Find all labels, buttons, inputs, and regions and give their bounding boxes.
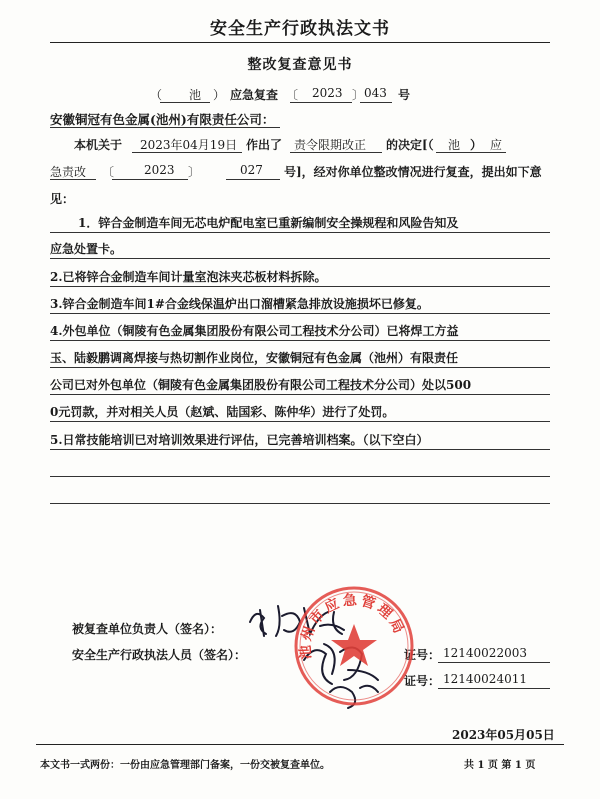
number-suffix: 号 — [398, 88, 411, 102]
issue-date: 2023年05月05日 — [452, 728, 555, 742]
intro-text-1: 本机关于 — [74, 138, 123, 152]
cert2-underline — [438, 688, 550, 689]
cert1-number: 12140022003 — [443, 646, 527, 660]
header-title: 安全生产行政执法文书 — [210, 19, 390, 39]
intro-action: 责令限期改正 — [294, 138, 367, 152]
reviewed-unit-label: 被复查单位负责人（签名）： — [72, 622, 223, 636]
cert2-label: 证号： — [404, 674, 441, 688]
intro-year-close: 〕 — [188, 165, 201, 179]
intro-date: 2023年04月19日 — [140, 138, 238, 152]
item-rule — [50, 449, 550, 450]
item-3-line-1: 3.锌合金制造车间1#合金线保温炉出口溜槽紧急排放设施损坏已修复。 — [50, 297, 429, 311]
item-5-line-1: 5.日常技能培训已对培训效果进行评估，已完善培训档案。（以下空白） — [50, 433, 429, 447]
recipient: 安徽铜冠有色金属(池州)有限责任公司： — [50, 112, 275, 127]
cert2-number: 12140024011 — [443, 672, 527, 686]
footer-rule — [36, 744, 564, 745]
intro-year: 2023 — [144, 163, 175, 177]
number-type: 应急复查 — [230, 88, 279, 102]
number-serial: 043 — [364, 86, 387, 100]
item-1-line-2: 应急处置卡。 — [50, 242, 123, 256]
blank-rule — [50, 503, 550, 504]
number-prefix-close: ） — [213, 88, 226, 102]
page-info: 共 1 页 第 1 页 — [464, 760, 536, 771]
item-rule — [50, 258, 550, 259]
item-rule — [50, 286, 550, 287]
item-rule — [50, 313, 550, 314]
item-4-line-2: 玉、陆毅鹏调离焊接与热切割作业岗位，安徽铜冠有色金属（池州）有限责任 — [50, 351, 459, 365]
intro-region: 池 — [448, 138, 461, 152]
number-region-underline — [160, 102, 210, 103]
number-year-underline — [290, 102, 352, 103]
number-year: 2023 — [312, 86, 343, 100]
cert1-label: 证号： — [404, 648, 441, 662]
intro-text-6: 见： — [50, 192, 75, 206]
item-rule — [50, 421, 550, 422]
intro-text-2: 作出了 — [246, 138, 283, 152]
number-region: 池 — [189, 88, 202, 102]
header-rule — [50, 42, 550, 43]
item-rule — [50, 340, 550, 341]
document-title: 整改复查意见书 — [247, 57, 353, 73]
svg-text:池州市应急管理局 — [298, 592, 408, 660]
number-prefix-open: （ — [150, 88, 163, 102]
stamp-label: 池州市应急管理局 — [297, 592, 408, 660]
intro-action-underline — [290, 152, 382, 153]
item-1-line-1: 1．锌合金制造车间无芯电炉配电室已重新编制安全操规程和风险告知及 — [78, 216, 459, 230]
intro-type-underline — [436, 152, 506, 153]
item-rule — [50, 394, 550, 395]
intro-serial-underline — [226, 179, 280, 180]
intro-text-4: ） — [470, 138, 483, 152]
intro-text-5: 号]，经对你单位整改情况进行复查，提出如下意 — [284, 165, 542, 179]
number-year-close: 〕 — [352, 88, 365, 102]
officers-label: 安全生产行政执法人员（签名）： — [72, 648, 247, 662]
intro-date-underline — [132, 152, 242, 153]
footer-note: 本文书一式两份：一份由应急管理部门备案，一份交被复查单位。 — [40, 760, 330, 771]
item-2-line-1: 2.已将锌合金制造车间计量室泡沫夹芯板材料拆除。 — [50, 270, 327, 284]
cert1-underline — [438, 662, 550, 663]
stamp-text — [292, 584, 416, 708]
intro-year-open: 〔 — [102, 165, 115, 179]
intro-year-underline — [112, 179, 188, 180]
blank-rule — [50, 476, 550, 477]
item-rule — [50, 367, 550, 368]
number-serial-underline — [360, 102, 392, 103]
item-4-line-4: 0元罚款，并对相关人员（赵斌、陆国彩、陈仲华）进行了处罚。 — [50, 405, 395, 419]
intro-typeb-underline — [50, 179, 96, 180]
intro-type-a: 应 — [490, 138, 503, 152]
item-rule — [50, 232, 550, 233]
recipient-underline — [50, 127, 280, 128]
item-4-line-3: 公司已对外包单位（铜陵有色金属集团股份有限公司工程技术分公司）处以500 — [50, 378, 472, 392]
intro-serial: 027 — [240, 163, 263, 177]
number-year-open: 〔 — [286, 88, 299, 102]
item-4-line-1: 4.外包单位（铜陵有色金属集团股份有限公司工程技术分公司）已将焊工方益 — [50, 324, 459, 338]
intro-text-3: 的决定[（ — [386, 138, 434, 152]
intro-type-b: 急责改 — [50, 165, 87, 179]
